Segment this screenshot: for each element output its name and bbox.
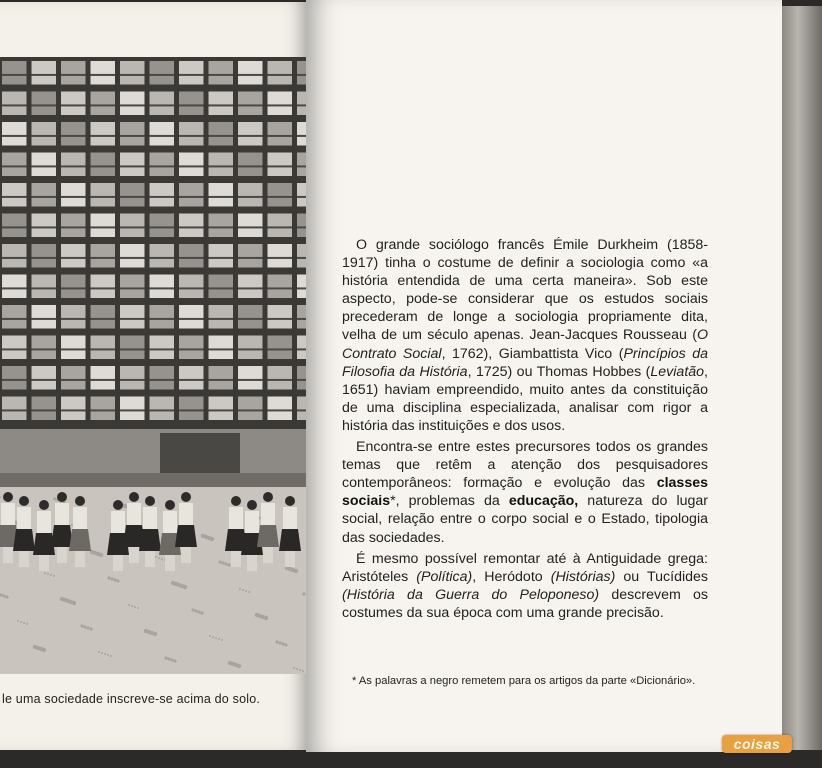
bold-term: classes sociais [342,475,708,510]
text-run: , 1725) ou Thomas Hobbes ( [467,363,651,380]
page-edge [782,6,822,750]
italic-title: (Histórias) [550,568,616,585]
text-run: , 1762), Giambattista Vico ( [441,345,624,362]
bold-term: educação, [508,493,579,510]
text-run: , 1651) haviam empreendido, muito antes da constituição de uma disciplina especializada, analisar com rigor a história das instituições e dos usos. [342,363,708,434]
text-run: natureza do lugar social, relação entre o corpo social e o Estado, tipologia das sociedades. [342,493,708,546]
italic-title: Leviatão [650,363,705,380]
photo-caption: le uma sociedade inscreve-se acima do solo. [2,692,261,706]
italic-title: (História da Guerra do Peloponeso) [342,586,600,603]
italic-title: O Contrato Social [342,327,708,362]
paragraph [342,236,708,435]
text-run: descrevem os costumes da sua época com uma grande precisão. [342,586,708,621]
paragraph [342,550,708,622]
italic-title: Princípios da Filosofia da História [342,345,709,380]
watermark-logo: coisas [722,735,792,753]
left-page [0,2,306,750]
paragraph [342,438,708,547]
text-run: , Heródoto [472,568,551,585]
body-text [342,236,708,622]
text-run: Encontra-se entre estes precursores todos os grandes temas que retêm a atenção dos pesquisadores contemporâneos: formação e evolução das [342,439,708,492]
text-run: *, problemas da [390,493,509,510]
building-photo [0,57,306,674]
text-run: O grande sociólogo francês Émile Durkheim (1858-1917) tinha o costume de definir a sociologia como «a história entendida de uma certa maneira». Sob este aspecto, pode-se considerar que os estudos sociais precederam de longe a sociologia propriamente dita, velha de um século apenas. Jean-Jacques Rousseau ( [342,237,708,344]
italic-title: (Política) [416,568,473,585]
text-run: É mesmo possível remontar até à Antiguidade grega: Aristóteles [342,550,708,585]
footnote: * As palavras a negro remetem para os artigos da parte «Dicionário». [352,675,696,687]
text-run: ou Tucídides [615,568,708,585]
